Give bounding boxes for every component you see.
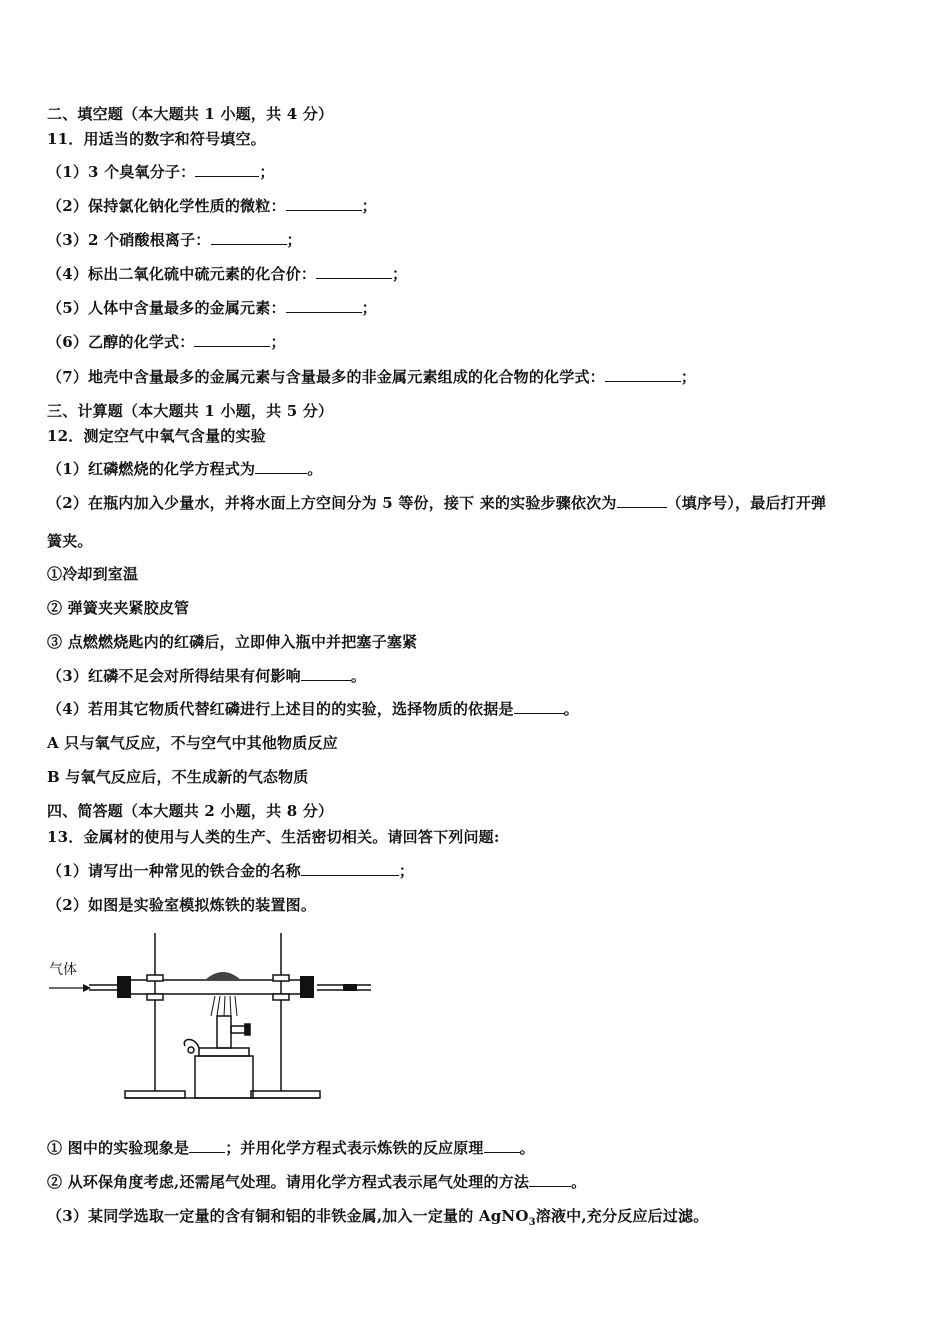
section-2-heading: 二、填空题（本大题共 1 小题，共 4 分） — [47, 105, 334, 123]
answer-blank[interactable] — [514, 698, 564, 714]
left-stand-base — [125, 1091, 185, 1098]
left-stopper — [117, 976, 131, 998]
period: 。 — [350, 667, 367, 685]
q12-part-3-text: （3）红磷不足会对所得结果有何影响 — [47, 667, 301, 685]
semicolon: ； — [361, 197, 377, 215]
semicolon: ； — [392, 265, 408, 283]
semicolon: ； — [361, 299, 377, 317]
q11-part-4-text: （4）标出二氧化硫中硫元素的化合价： — [47, 265, 317, 283]
step-2: ② 弹簧夹夹紧胶皮管 — [47, 599, 190, 617]
period: 。 — [571, 1173, 587, 1191]
answer-blank[interactable] — [316, 263, 392, 279]
answer-blank[interactable] — [617, 492, 667, 508]
q11-part-2 — [47, 195, 377, 216]
answer-blank[interactable] — [195, 161, 259, 177]
iron-oxide-sample — [205, 972, 241, 980]
q12-part-4 — [47, 698, 579, 719]
left-clamp — [147, 975, 163, 981]
burner-tube — [217, 1016, 231, 1048]
q12-part-3 — [47, 665, 366, 686]
answer-blank[interactable] — [529, 1171, 571, 1187]
flame — [211, 996, 237, 1016]
q11-part-6 — [47, 331, 286, 352]
q11-part-3-text: （3）2 个硝酸根离子： — [47, 231, 211, 249]
q11-part-1 — [47, 161, 275, 182]
q12-part-4-text: （4）若用其它物质代替红磷进行上述目的的实验，选择物质的依据是 — [47, 700, 514, 718]
q12-part-1 — [47, 458, 322, 479]
q13-sub-1-text: ① 图中的实验现象是 — [47, 1139, 190, 1157]
answer-blank[interactable] — [194, 331, 270, 347]
answer-blank[interactable] — [484, 1137, 520, 1153]
option-b: B 与氧气反应后，不生成新的气态物质 — [47, 768, 309, 786]
q12-part-2-tail: （填序号），最后打开弹 — [666, 494, 827, 512]
q13-sub-2-text: ② 从环保角度考虑,还需尾气处理。请用化学方程式表示尾气处理的方法 — [47, 1173, 530, 1191]
answer-blank[interactable] — [255, 458, 307, 474]
q12-part-2 — [47, 492, 826, 513]
q11-part-1-text: （1）3 个臭氧分子： — [47, 163, 196, 181]
question-12-stem: 12．测定空气中氧气含量的实验 — [47, 427, 266, 445]
period: 。 — [307, 460, 323, 478]
q11-part-5 — [47, 297, 377, 318]
step-1: ①冷却到室温 — [47, 565, 139, 583]
q11-part-2-text: （2）保持氯化钠化学性质的微粒： — [47, 197, 286, 215]
option-a: A 只与氧气反应，不与空气中其他物质反应 — [47, 734, 338, 752]
q11-part-3 — [47, 229, 302, 250]
semicolon: ； — [259, 163, 275, 181]
q11-part-6-text: （6）乙醇的化学式： — [47, 333, 195, 351]
iron-smelting-apparatus-figure — [45, 928, 385, 1108]
section-3-heading: 三、计算题（本大题共 1 小题，共 5 分） — [47, 402, 334, 420]
q12-part-2-text: （2）在瓶内加入少量水，并将水面上方空间分为 5 等份，接下 来的实验步骤依次为 — [47, 494, 617, 512]
answer-blank[interactable] — [286, 195, 362, 211]
q13-sub-2 — [47, 1171, 586, 1192]
step-3: ③ 点燃燃烧匙内的红磷后，立即伸入瓶中并把塞子塞紧 — [47, 633, 418, 651]
period: 。 — [563, 700, 579, 718]
burner-base — [195, 1056, 253, 1098]
answer-blank[interactable] — [189, 1137, 225, 1153]
q13-part-1-text: （1）请写出一种常见的铁合金的名称 — [47, 862, 301, 880]
answer-blank[interactable] — [286, 297, 362, 313]
q12-part-2-continued: 簧夹。 — [47, 532, 93, 550]
answer-blank[interactable] — [301, 665, 351, 681]
right-stand-base — [251, 1091, 320, 1098]
q11-part-7 — [47, 366, 696, 387]
q13-part-3 — [47, 1205, 708, 1228]
q11-part-4 — [47, 263, 407, 284]
q12-part-1-text: （1）红磷燃烧的化学方程式为 — [47, 460, 256, 478]
period: 。 — [519, 1139, 535, 1157]
section-4-heading: 四、简答题（本大题共 2 小题，共 8 分） — [47, 802, 334, 820]
right-clamp — [273, 975, 289, 981]
q13-part-3-text: （3）某同学选取一定量的含有铜和铝的非铁金属,加入一定量的 AgNO — [47, 1207, 529, 1225]
answer-blank[interactable] — [605, 366, 681, 382]
answer-blank[interactable] — [211, 229, 287, 245]
q13-part-2: （2）如图是实验室模拟炼铁的装置图。 — [47, 896, 317, 914]
q11-part-7-text: （7）地壳中含量最多的金属元素与含量最多的非金属元素组成的化合物的化学式： — [47, 368, 605, 386]
q13-part-1 — [47, 860, 414, 881]
answer-blank[interactable] — [301, 860, 399, 876]
semicolon: ； — [286, 231, 302, 249]
question-11-stem: 11．用适当的数字和符号填空。 — [47, 130, 266, 148]
q13-sub-1 — [47, 1137, 535, 1158]
q13-part-3-tail: 溶液中,充分反应后过滤。 — [535, 1207, 709, 1225]
question-13-stem: 13．金属材的使用与人类的生产、生活密切相关。请回答下列问题: — [47, 828, 500, 846]
semicolon: ； — [398, 862, 415, 880]
semicolon: ； — [270, 333, 286, 351]
q13-sub-1-mid: ；并用化学方程式表示炼铁的反应原理 — [225, 1139, 484, 1157]
subscript-3: 3 — [528, 1217, 536, 1228]
right-stopper — [300, 976, 314, 998]
gas-label: 气体 — [49, 962, 77, 978]
semicolon: ； — [680, 368, 697, 386]
q11-part-5-text: （5）人体中含量最多的金属元素： — [47, 299, 286, 317]
